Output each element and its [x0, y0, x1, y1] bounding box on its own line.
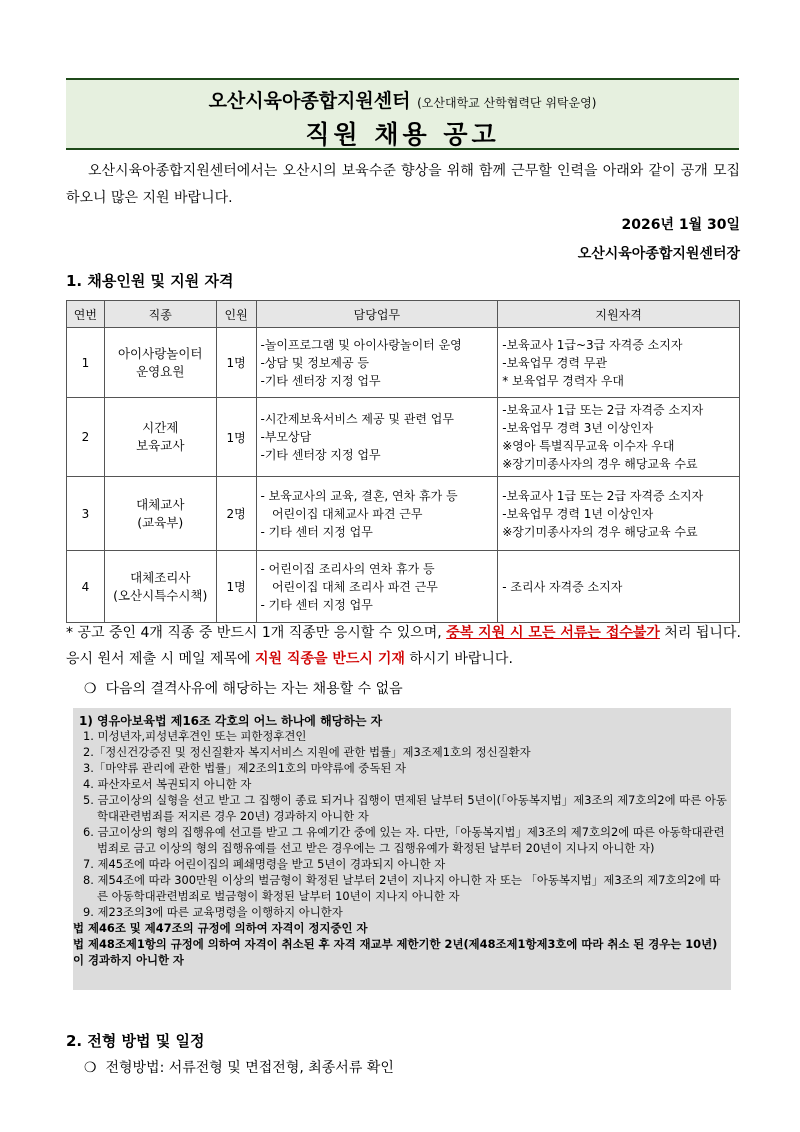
- cell-line: ※장기미종사자의 경우 해당교육 수료: [502, 457, 698, 471]
- note-duplicate-warning: 중복 지원 시 모든 서류는 접수불가: [446, 625, 660, 641]
- disqualify-text: 다음의 결격사유에 해당하는 자는 채용할 수 없음: [105, 681, 403, 697]
- cell-line: -보육교사 1급 또는 2급 자격증 소지자: [502, 488, 704, 503]
- cell-count: 1명: [216, 551, 256, 623]
- header-job: 직종: [104, 301, 216, 328]
- cell-line: 대체교사: [136, 496, 185, 512]
- notice-heading: 직원 채용 공고: [305, 120, 500, 149]
- cell-line: -상담 및 정보제공 등: [260, 355, 370, 370]
- cell-quals: [498, 551, 740, 623]
- cell-job: [104, 398, 216, 477]
- list-item: 7. 제45조에 따라 어린이집의 폐쇄명령을 받고 5년이 경과되지 아니한 자: [83, 857, 446, 871]
- cell-no: 1: [67, 328, 105, 398]
- cell-line: 어린이집 대체교사 파견 근무: [260, 506, 423, 521]
- list-item: 4. 파산자로서 복권되지 아니한 자: [83, 777, 252, 791]
- notice-header: [66, 78, 739, 150]
- list-item: 5. 금고이상의 실형을 선고 받고 그 집행이 종료 되거나 집행이 면제된 날부터 5년이(「아동복지법」제3조의 제7호의2에 따른 아동학대관련범죄를 저지른 경우 20년) 경과하지 아니한 자: [83, 793, 727, 823]
- cell-no: 3: [67, 477, 105, 551]
- list-item: 2.「정신건강증진 및 정신질환자 복지서비스 지원에 관한 법률」제3조제1호의 정신질환자: [83, 745, 531, 759]
- cell-line: - 어린이집 조리사의 연차 휴가 등: [260, 561, 435, 576]
- list-item-bold: 법 제46조 및 제47조의 규정에 의하여 자격이 정지중인 자: [73, 921, 368, 935]
- application-note: [66, 620, 746, 672]
- cell-line: 어린이집 대체 조리사 파견 근무: [260, 579, 438, 594]
- section2-title: 2. 전형 방법 및 일정: [66, 1032, 205, 1050]
- cell-line: -보육교사 1급~3급 자격증 소지자: [502, 337, 683, 352]
- cell-job: [104, 328, 216, 398]
- disqualification-box: [73, 708, 731, 990]
- cell-line: -기타 센터장 지정 업무: [260, 373, 381, 388]
- cell-line: - 기타 센터 지정 업무: [260, 597, 373, 612]
- cell-quals: [498, 398, 740, 477]
- notice-date: 2026년 1월 30일: [621, 217, 740, 233]
- cell-line: -보육교사 1급 또는 2급 자격증 소지자: [502, 403, 704, 417]
- cell-count: 1명: [216, 398, 256, 477]
- cell-line: 보육교사: [136, 438, 185, 453]
- cell-job: [104, 551, 216, 623]
- cell-line: - 조리사 자격증 소지자: [502, 579, 623, 594]
- cell-line: -보육업무 경력 1년 이상인자: [502, 506, 654, 521]
- cell-line: -놀이프로그램 및 아이사랑놀이터 운영: [260, 337, 462, 352]
- cell-duties: [256, 477, 498, 551]
- cell-line: ※장기미종사자의 경우 해당교육 수료: [502, 524, 698, 539]
- section1-title: 1. 채용인원 및 지원 자격: [66, 272, 234, 290]
- cell-duties: [256, 328, 498, 398]
- note-text-3: 하시기 바랍니다.: [404, 651, 513, 667]
- center-name: 오산시육아종합지원센터: [208, 90, 411, 112]
- cell-line: -보육업무 경력 무관: [502, 355, 607, 370]
- note-job-required: 지원 직종을 반드시 기재: [255, 651, 405, 667]
- cell-job: [104, 477, 216, 551]
- table-header-row: [67, 301, 740, 328]
- cell-line: 시간제: [142, 420, 179, 435]
- cell-quals: [498, 328, 740, 398]
- table-row: [67, 551, 740, 623]
- cell-line: (교육부): [137, 514, 184, 530]
- header-count: 인원: [216, 301, 256, 328]
- table-row: [67, 477, 740, 551]
- cell-line: - 기타 센터 지정 업무: [260, 524, 373, 539]
- cell-line: (오산시특수시책): [113, 587, 208, 603]
- header-no: 연번: [67, 301, 105, 328]
- cell-no: 2: [67, 398, 105, 477]
- list-item: 3.「마약류 관리에 관한 법률」제2조의1호의 마약류에 중독된 자: [83, 761, 406, 775]
- cell-line: ※영아 특별직무교육 이수자 우대: [502, 439, 675, 453]
- center-title: [66, 86, 739, 113]
- cell-line: -보육업무 경력 3년 이상인자: [502, 421, 654, 435]
- intro-paragraph: 오산시육아종합지원센터에서는 오산시의 보육수준 향상을 위해 함께 근무할 인력을 아래와 같이 공개 모집하오니 많은 지원 바랍니다.: [66, 163, 740, 206]
- list-item: 6. 금고이상의 형의 집행유예 선고를 받고 그 유예기간 중에 있는 자. 다만,「아동복지법」제3조의 제7호의2에 따른 아동학대관련범죄로 금고 이상의 형의 집행유예를 선고 받은 경우에는 그 집행유예가 확정된 날부터 20년이 지나지 아니한 자): [83, 825, 725, 855]
- cell-line: -기타 센터장 지정 업무: [260, 448, 381, 462]
- center-subtitle: (오산대학교 산학협력단 위탁운영): [417, 96, 597, 110]
- table-row: [67, 328, 740, 398]
- cell-line: -부모상담: [260, 430, 312, 444]
- header-quals: 지원자격: [498, 301, 740, 328]
- disqualify-line: [84, 678, 403, 698]
- cell-duties: [256, 398, 498, 477]
- circle-bullet-icon: ❍: [84, 681, 97, 697]
- cell-line: * 보육업무 경력자 우대: [502, 373, 625, 388]
- cell-quals: [498, 477, 740, 551]
- header-duties: 담당업무: [256, 301, 498, 328]
- cell-line: 대체조리사: [130, 569, 191, 585]
- cell-line: 운영요원: [136, 363, 185, 379]
- method-line: [84, 1057, 394, 1077]
- cell-line: -시간제보육서비스 제공 및 관련 업무: [260, 412, 454, 426]
- method-text: 전형방법: 서류전형 및 면접전형, 최종서류 확인: [105, 1060, 394, 1076]
- cell-count: 2명: [216, 477, 256, 551]
- cell-line: - 보육교사의 교육, 결혼, 연차 휴가 등: [260, 488, 458, 503]
- list-item: 1. 미성년자,피성년후견인 또는 피한정후견인: [83, 729, 307, 743]
- cell-no: 4: [67, 551, 105, 623]
- list-item: 8. 제54조에 따라 300만원 이상의 벌금형이 확정된 날부터 2년이 지나지 아니한 자 또는 「아동복지법」제3조의 제7호의2에 따른 아동학대관련범죄로 벌금형이 확정된 날부터 10년이 지나지 아니한 자: [83, 873, 721, 903]
- list-item: 9. 제23조의3에 따른 교육명령을 이행하지 아니한자: [83, 905, 343, 919]
- circle-bullet-icon: ❍: [84, 1060, 97, 1076]
- table-row: [67, 398, 740, 477]
- cell-count: 1명: [216, 328, 256, 398]
- note-text-2: 처리 됩니다. 응시 원서 제출 시 메일 제목에: [66, 625, 741, 667]
- list-item-bold: 법 제48조제1항의 규정에 의하여 자격이 취소된 후 자격 재교부 제한기한 2년(제48조제1항제3호에 따라 취소 된 경우는 10년)이 경과하지 아니한 자: [73, 937, 718, 967]
- notice-signer: 오산시육아종합지원센터장: [577, 246, 740, 262]
- cell-line: 아이사랑놀이터: [117, 345, 203, 361]
- box-title: 1) 영유아보육법 제16조 각호의 어느 하나에 해당하는 자: [79, 714, 383, 728]
- disqualification-list: [73, 728, 727, 968]
- recruitment-table: [66, 300, 740, 623]
- note-text-1: * 공고 중인 4개 직종 중 반드시 1개 직종만 응시할 수 있으며,: [66, 625, 447, 641]
- cell-duties: [256, 551, 498, 623]
